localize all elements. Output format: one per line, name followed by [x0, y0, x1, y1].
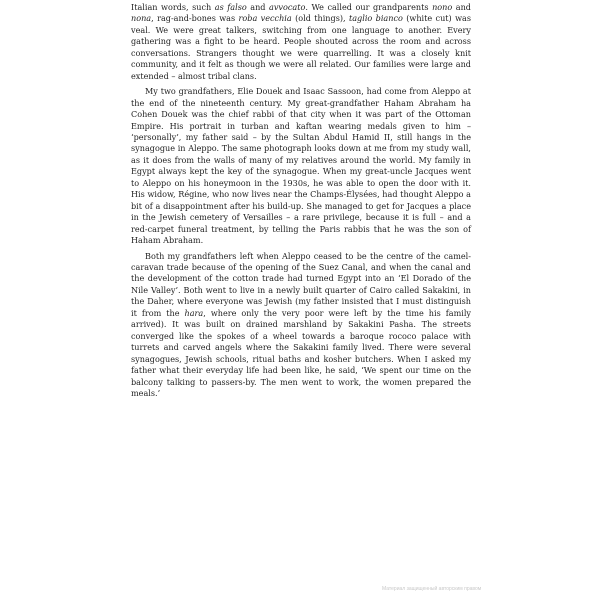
italic-text: nona [131, 13, 152, 24]
text-run: , rag-and-bones was [151, 13, 239, 24]
text-run: (old things), [291, 13, 349, 24]
paragraph [131, 251, 471, 400]
italic-text: roba vecchia [238, 13, 292, 24]
text-run: , where only the very poor were left by the time his family arrived). It was built on drained marshland by Sakakini Pasha. The streets converged like the spokes of a wheel towards a baroque rococo palace with turrets and carved angels where the Sakakini family lived. There were several synagogues, Jewish schools, ritual baths and kosher butchers. When I asked my father what their everyday life had been like, he said, ‘We spent our time on the balcony talking to passers-by. The men went to work, the women prepared the meals.’ [131, 307, 472, 398]
italic-text: taglio bianco [348, 13, 403, 24]
text-run: (white cut) was veal. We were great talkers, switching from one language to another. Every gathering was a fight to be heard. People shouted across the room and across conversations. Strangers thought we were quarrelling. It was a closely knit community, and it felt as though we were all related. Our families were large and extended – almost tribal clans. [131, 13, 471, 81]
text-run: Italian words, such [131, 2, 215, 12]
text-run: and [246, 2, 270, 12]
text-run: Both my grandfathers left when Aleppo ceased to be the centre of the camel-caravan trade because of the opening of the Suez Canal, and when the canal and the development of the cotton trade had turned Egypt into an ‘El Dorado of the Nile Valley’. Both went to live in a newly built quarter of Cairo called Sakakini, in the Daher, where everyone was Jewish (my father insisted that I must distinguish it from the [131, 250, 471, 318]
text-run: . We called our grandparents [305, 2, 433, 12]
text-run: My two grandfathers, Elie Douek and Isaac Sassoon, had come from Aleppo at the end of the nineteenth century. My great-grandfather Haham Abraham ha Cohen Douek was the chief rabbi of that city when it was part of the Ottoman Empire. His portrait in turban and kaftan wearing medals given to him – ‘personally’, my father said – by the Sultan Abdul Hamid II, still hangs in the synagogue in Aleppo. The same photograph looks down at me from my study wall, as it does from the walls of many of my relatives around the world. My family in Egypt always kept the key of the synagogue. When my great-uncle Jacques went to Aleppo on his honeymoon in the 1930s, he was able to open the door with it. His widow, Régine, who now lives near the Champs-Élysées, had thought Aleppo a bit of a disappointment after his build-up. She managed to get for Jacques a place in the Jewish cemetery of Versailles – a rare privilege, because it is full – and a red-carpet funeral treatment, by telling the Paris rabbis that he was the son of Haham Abraham. [131, 86, 471, 246]
italic-text: avvocato [269, 2, 306, 12]
body-text [131, 2, 471, 399]
paragraph [131, 2, 471, 82]
paragraph [131, 86, 471, 246]
text-run: and [452, 2, 471, 12]
italic-text: as falso [214, 2, 247, 12]
italic-text: hara [184, 307, 204, 318]
watermark-text: Материал защищенный авторским правом [382, 586, 482, 592]
italic-text: nono [432, 2, 453, 12]
